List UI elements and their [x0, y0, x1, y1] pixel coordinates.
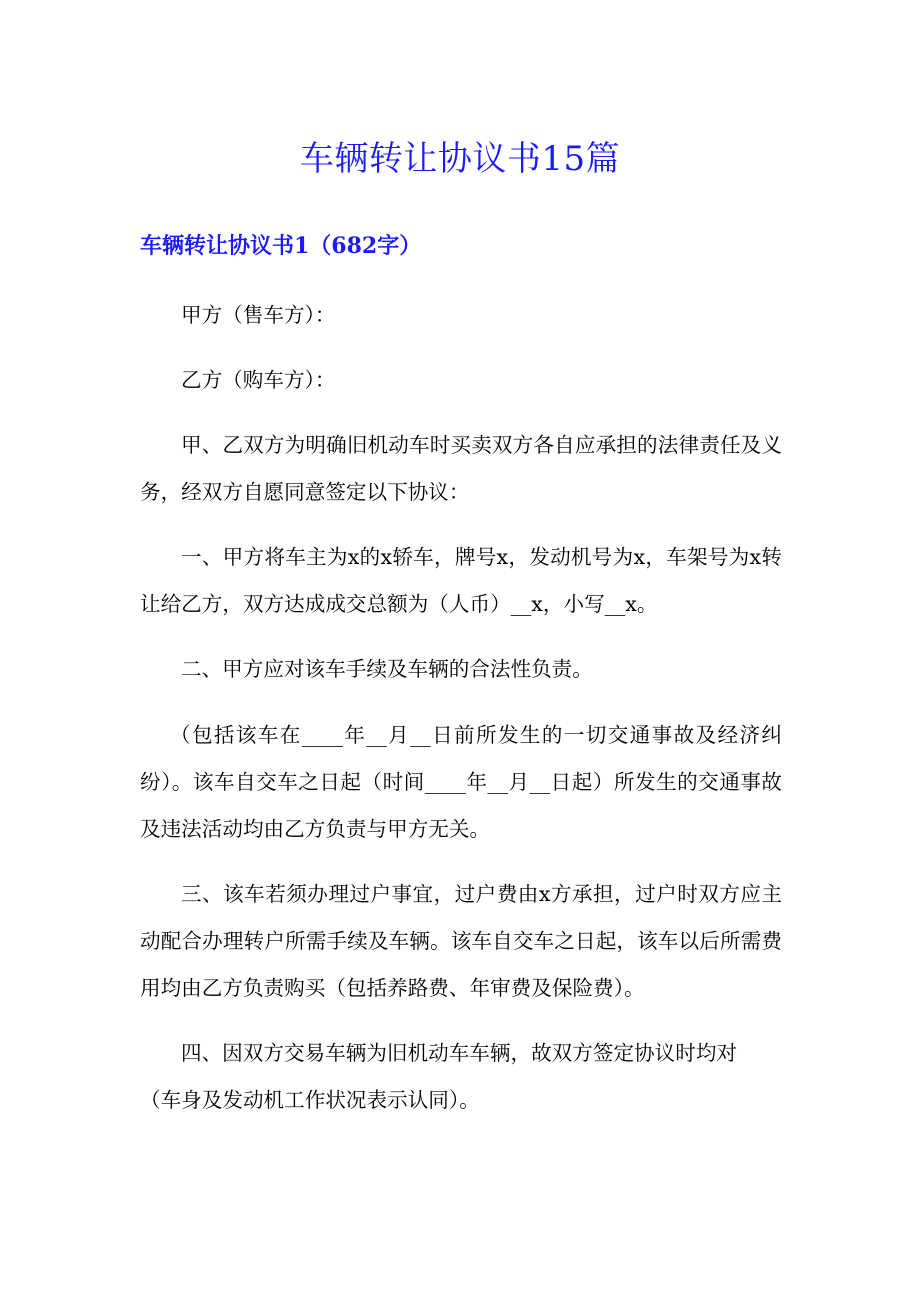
- clause-1-paragraph: 一、甲方将车主为x的x轿车，牌号x，发动机号为x，车架号为x转让给乙方，双方达成成交总额为（人币）__x，小写__x。: [140, 545, 782, 616]
- clause-2-detail-paragraph: （包括该车在____年__月__日前所发生的一切交通事故及经济纠纷）。该车自交车之日起（时间____年__月__日起）所发生的交通事故及违法活动均由乙方负责与甲方无关。: [140, 723, 782, 841]
- clause-3-paragraph: 三、该车若须办理过户事宜，过户费由x方承担，过户时双方应主动配合办理转户所需手续及车辆。该车自交车之日起，该车以后所需费用均由乙方负责购买（包括养路费、年审费及保险费）。: [140, 882, 782, 1000]
- party-b-line: 乙方（购车方）：: [181, 368, 336, 392]
- intro-paragraph: 甲、乙双方为明确旧机动车时买卖双方各自应承担的法律责任及义务，经双方自愿同意签定以下协议：: [140, 433, 782, 504]
- section-heading: 车辆转让协议书1（682字）: [140, 233, 422, 259]
- clause-4-detail-paragraph: （车身及发动机工作状况表示认同）。: [140, 1088, 480, 1112]
- clause-2-paragraph: 二、甲方应对该车手续及车辆的合法性负责。: [181, 657, 593, 681]
- clause-4-paragraph: 四、因双方交易车辆为旧机动车车辆，故双方签定协议时均对: [181, 1041, 738, 1065]
- party-a-line: 甲方（售车方）：: [181, 303, 336, 327]
- document-title: 车辆转让协议书15篇: [299, 139, 621, 179]
